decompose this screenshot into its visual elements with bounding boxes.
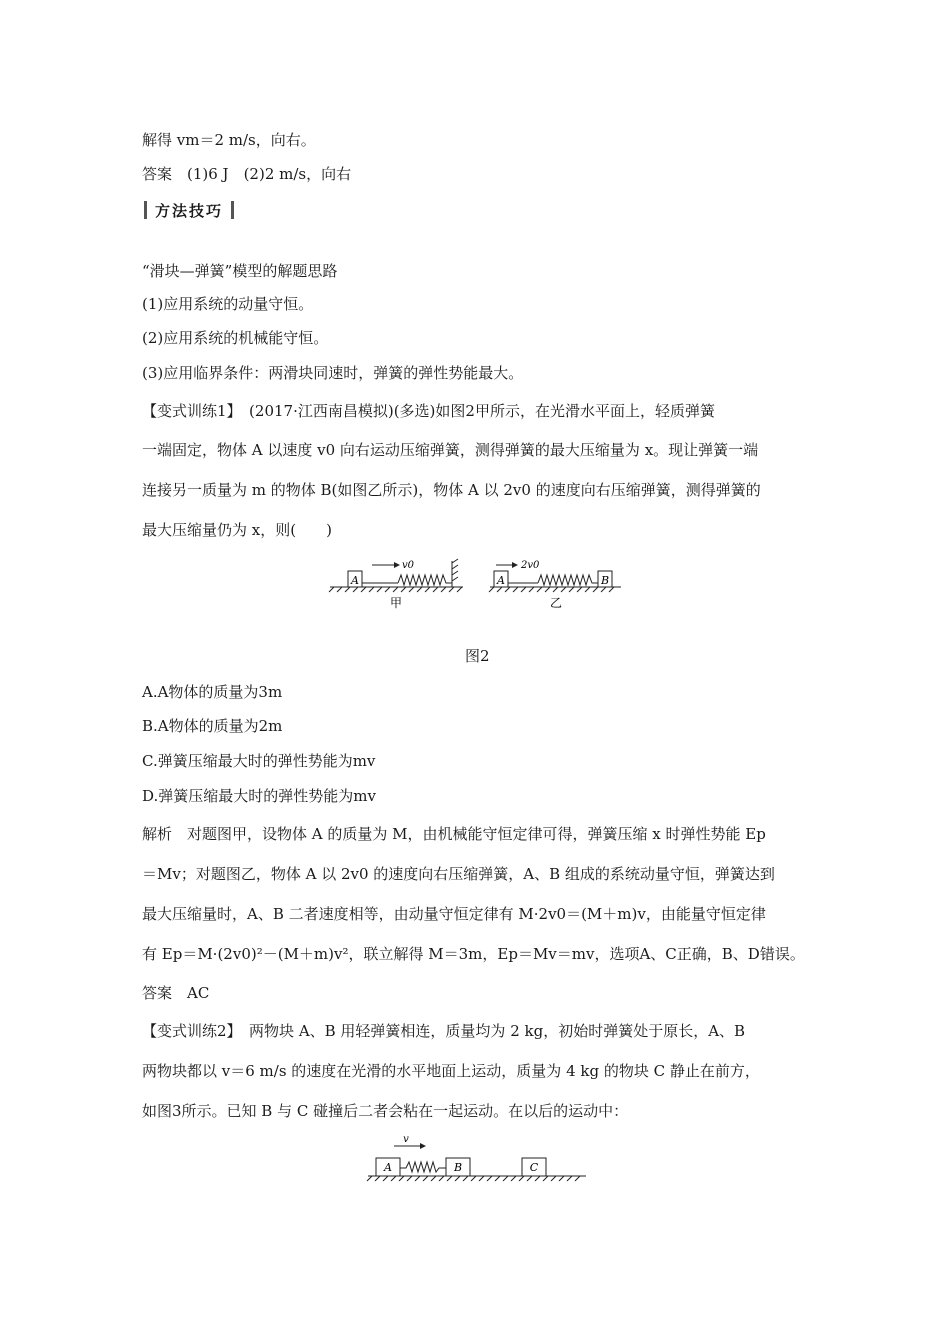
exercise-1-line-3: 连接另一质量为 m 的物体 B(如图乙所示)，物体 A 以 2v0 的速度向右压缩弹簧，测得弹簧的 (142, 481, 761, 499)
section-title-text: 方法技巧 (155, 201, 224, 220)
solution-line-1: 解析 对题图甲，设物体 A 的质量为 M，由机械能守恒定律可得，弹簧压缩 x 时弹性势能 Ep (142, 825, 766, 843)
option-b: B.A物体的质量为2m (142, 717, 283, 735)
figure-2-right-block-b-label: B (600, 574, 610, 587)
figure-3-block-c-label: C (529, 1161, 539, 1174)
figure-2-right-velocity-label: 2v0 (521, 560, 540, 571)
figure-3-block-a-label: A (384, 1161, 392, 1174)
figure-2-right-label: 乙 (549, 596, 563, 610)
exercise-1-line-4: 最大压缩量仍为 x，则( ) (142, 521, 332, 539)
figure-2-right-spring (538, 575, 598, 585)
figure-2-left-ground (329, 587, 463, 592)
option-a: A.A物体的质量为3m (142, 683, 283, 701)
figure-2-diagram (328, 557, 638, 617)
title-bar-right (231, 201, 234, 219)
exercise-1-line-1: 【变式训练1】 (2017·江西南昌模拟)(多选)如图2甲所示，在光滑水平面上，轻质弹簧 (142, 402, 715, 420)
method-point-3: (3)应用临界条件：两滑块同速时，弹簧的弹性势能最大。 (142, 364, 524, 382)
option-d: D.弹簧压缩最大时的弹性势能为mv (142, 787, 376, 805)
answer-line-1: 答案 (1)6 J (2)2 m/s，向右 (142, 165, 352, 183)
figure-2-left-block-a-label: A (351, 574, 359, 587)
answer-line-2: 答案 AC (142, 984, 210, 1002)
figure-2-caption: 图2 (465, 647, 490, 665)
figure-3-ground (367, 1176, 586, 1181)
method-heading: “滑块—弹簧”模型的解题思路 (142, 262, 338, 280)
figure-2-wall (452, 559, 458, 587)
title-bar-left (144, 201, 147, 219)
figure-2-right-block-a-label: A (497, 574, 505, 587)
solution-line-2: ＝Mv；对题图乙，物体 A 以 2v0 的速度向右压缩弹簧，A、B 组成的系统动量守恒，弹簧达到 (142, 865, 775, 883)
figure-3-spring (400, 1162, 446, 1172)
exercise-2-line-1: 【变式训练2】 两物块 A、B 用轻弹簧相连，质量均为 2 kg，初始时弹簧处于原长，A、B (142, 1022, 746, 1040)
figure-3-velocity-label: v (403, 1134, 409, 1145)
figure-2-right-ground (489, 587, 621, 592)
figure-2-left-velocity-label: v0 (402, 560, 415, 571)
exercise-1-line-2: 一端固定，物体 A 以速度 v0 向右运动压缩弹簧，测得弹簧的最大压缩量为 x。现让弹簧一端 (142, 441, 759, 459)
text-line-1: 解得 vm＝2 m/s，向右。 (142, 131, 316, 149)
exercise-2-line-3: 如图3所示。已知 B 与 C 碰撞后二者会粘在一起运动。在以后的运动中： (142, 1102, 629, 1120)
figure-3-block-b-label: B (453, 1161, 463, 1174)
figure-2-left-spring (398, 575, 452, 585)
method-point-1: (1)应用系统的动量守恒。 (142, 295, 314, 313)
section-title-method-tips (142, 200, 236, 220)
option-c: C.弹簧压缩最大时的弹性势能为mv (142, 752, 376, 770)
solution-line-3: 最大压缩量时，A、B 二者速度相等，由动量守恒定律有 M·2v0＝(M＋m)v，由能量守恒定律 (142, 905, 766, 923)
method-point-2: (2)应用系统的机械能守恒。 (142, 329, 329, 347)
exercise-2-line-2: 两物块都以 v＝6 m/s 的速度在光滑的水平地面上运动，质量为 4 kg 的物块 C 静止在前方， (142, 1062, 760, 1080)
figure-3-diagram (364, 1134, 594, 1184)
solution-line-4: 有 Ep＝M·(2v0)²－(M＋m)v²，联立解得 M＝3m，Ep＝Mv＝mv，选项A、C正确，B、D错误。 (142, 945, 805, 963)
figure-2-left-label: 甲 (389, 596, 403, 610)
